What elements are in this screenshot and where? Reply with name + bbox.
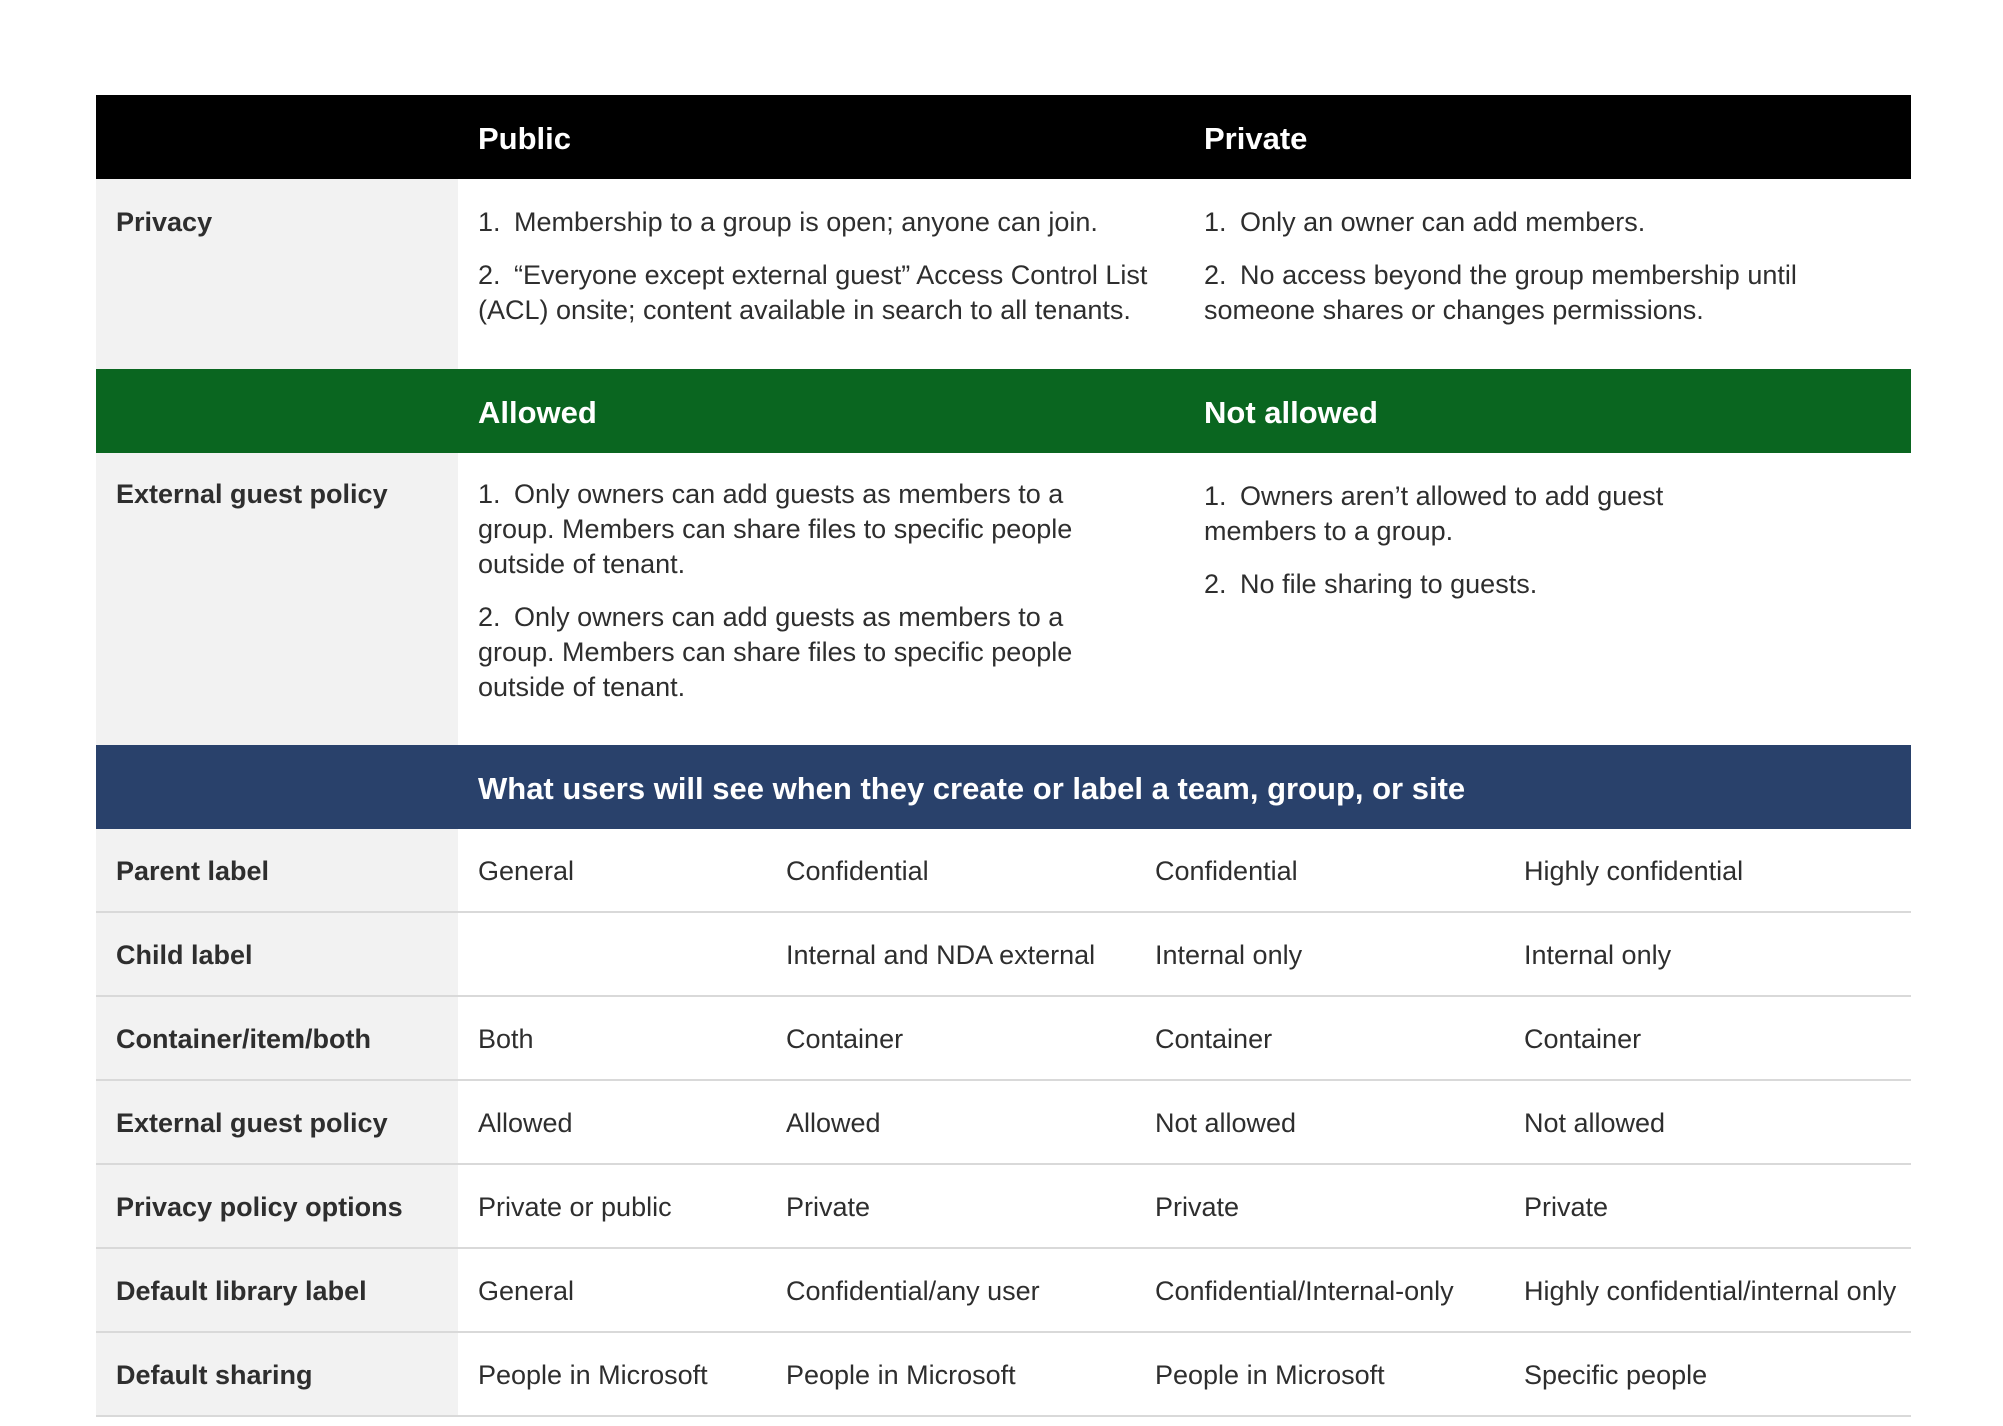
label-column (96, 453, 458, 745)
table-cell: Not allowed (1155, 1108, 1297, 1138)
row-label-privacy: Privacy (116, 207, 213, 237)
private-item-1 (1204, 205, 1804, 240)
row-label: Child label (116, 940, 253, 970)
item-text: Only owners can add guests as members to a group. Members can share files to specific people outside of tenant. (478, 479, 1073, 579)
table-cell: Highly confidential/internal only (1524, 1276, 1897, 1306)
private-item-2 (1204, 258, 1804, 328)
item-number: 1. (1204, 481, 1227, 511)
item-text: Owners aren’t allowed to add guest members to a group. (1204, 481, 1664, 546)
item-text: No access beyond the group membership until someone shares or changes permissions. (1204, 260, 1797, 325)
table-cell: Private (786, 1192, 871, 1222)
table-row (96, 1081, 1911, 1165)
item-number: 2. (478, 602, 501, 632)
table-row (96, 1333, 1911, 1417)
row-label: Privacy policy options (116, 1192, 403, 1222)
header-labels-summary: What users will see when they create or label a team, group, or site (478, 771, 1466, 806)
table-cell: Internal only (1155, 940, 1303, 970)
not-allowed-item-1 (1204, 479, 1724, 549)
table-cell: Highly confidential (1524, 856, 1744, 886)
privacy-block (96, 179, 1911, 369)
table-cell: Allowed (786, 1108, 881, 1138)
table-cell: Container (1524, 1024, 1642, 1054)
label-column (96, 913, 458, 995)
table-row (96, 913, 1911, 997)
item-text: No file sharing to guests. (1240, 569, 1538, 599)
label-column (96, 179, 458, 369)
not-allowed-policy-list (1204, 479, 1724, 602)
item-text: Membership to a group is open; anyone can join. (514, 207, 1098, 237)
allowed-item-1 (478, 477, 1118, 582)
privacy-header-band (96, 95, 1911, 179)
item-number: 1. (478, 479, 501, 509)
labels-table (96, 829, 1911, 1417)
label-column (96, 829, 458, 911)
label-column (96, 1249, 458, 1331)
table-row (96, 997, 1911, 1081)
header-public: Public (478, 121, 572, 156)
table-cell: People in Microsoft (478, 1360, 708, 1390)
table-cell: Not allowed (1524, 1108, 1666, 1138)
allowed-item-2 (478, 600, 1118, 705)
policy-document (96, 95, 1911, 1417)
row-label: External guest policy (116, 1108, 388, 1138)
header-allowed: Allowed (478, 395, 597, 430)
label-column (96, 1333, 458, 1415)
table-cell: Both (478, 1024, 534, 1054)
public-item-2 (478, 258, 1168, 328)
table-cell: Internal and NDA external (786, 940, 1096, 970)
guest-block (96, 453, 1911, 745)
header-private: Private (1204, 121, 1308, 156)
table-cell: Container (786, 1024, 904, 1054)
table-cell: Private (1155, 1192, 1240, 1222)
table-cell: People in Microsoft (786, 1360, 1016, 1390)
item-text: Only an owner can add members. (1240, 207, 1646, 237)
table-cell: General (478, 856, 575, 886)
row-label: Default sharing (116, 1360, 313, 1390)
item-number: 2. (478, 260, 501, 290)
labels-header-band (96, 745, 1911, 829)
table-cell: Private (1524, 1192, 1609, 1222)
not-allowed-item-2 (1204, 567, 1724, 602)
table-cell: Confidential/Internal-only (1155, 1276, 1454, 1306)
table-cell: Confidential/any user (786, 1276, 1040, 1306)
row-label: Parent label (116, 856, 270, 886)
item-text: Only owners can add guests as members to a group. Members can share files to specific people outside of tenant. (478, 602, 1073, 702)
label-column (96, 1165, 458, 1247)
row-label-external-guest-policy: External guest policy (116, 479, 388, 509)
label-column (96, 997, 458, 1079)
item-number: 2. (1204, 260, 1227, 290)
table-row (96, 1249, 1911, 1333)
table-cell: Private or public (478, 1192, 672, 1222)
public-item-1 (478, 205, 1168, 240)
header-not-allowed: Not allowed (1204, 395, 1378, 430)
item-number: 1. (1204, 207, 1227, 237)
table-row (96, 1165, 1911, 1249)
guest-header-band (96, 369, 1911, 453)
item-number: 2. (1204, 569, 1227, 599)
row-label: Container/item/both (116, 1024, 371, 1054)
table-cell: Container (1155, 1024, 1273, 1054)
item-text: “Everyone except external guest” Access Control List (ACL) onsite; content available in search to all tenants. (478, 260, 1148, 325)
table-cell: People in Microsoft (1155, 1360, 1385, 1390)
label-column (96, 1081, 458, 1163)
private-policy-list (1204, 205, 1804, 328)
table-cell: Allowed (478, 1108, 573, 1138)
table-cell: Specific people (1524, 1360, 1708, 1390)
row-label: Default library label (116, 1276, 367, 1306)
table-cell: Internal only (1524, 940, 1672, 970)
table-cell: Confidential (1155, 856, 1298, 886)
table-cell: General (478, 1276, 575, 1306)
table-row (96, 829, 1911, 913)
item-number: 1. (478, 207, 501, 237)
allowed-policy-list (478, 477, 1118, 705)
table-cell: Confidential (786, 856, 929, 886)
public-policy-list (478, 205, 1168, 328)
